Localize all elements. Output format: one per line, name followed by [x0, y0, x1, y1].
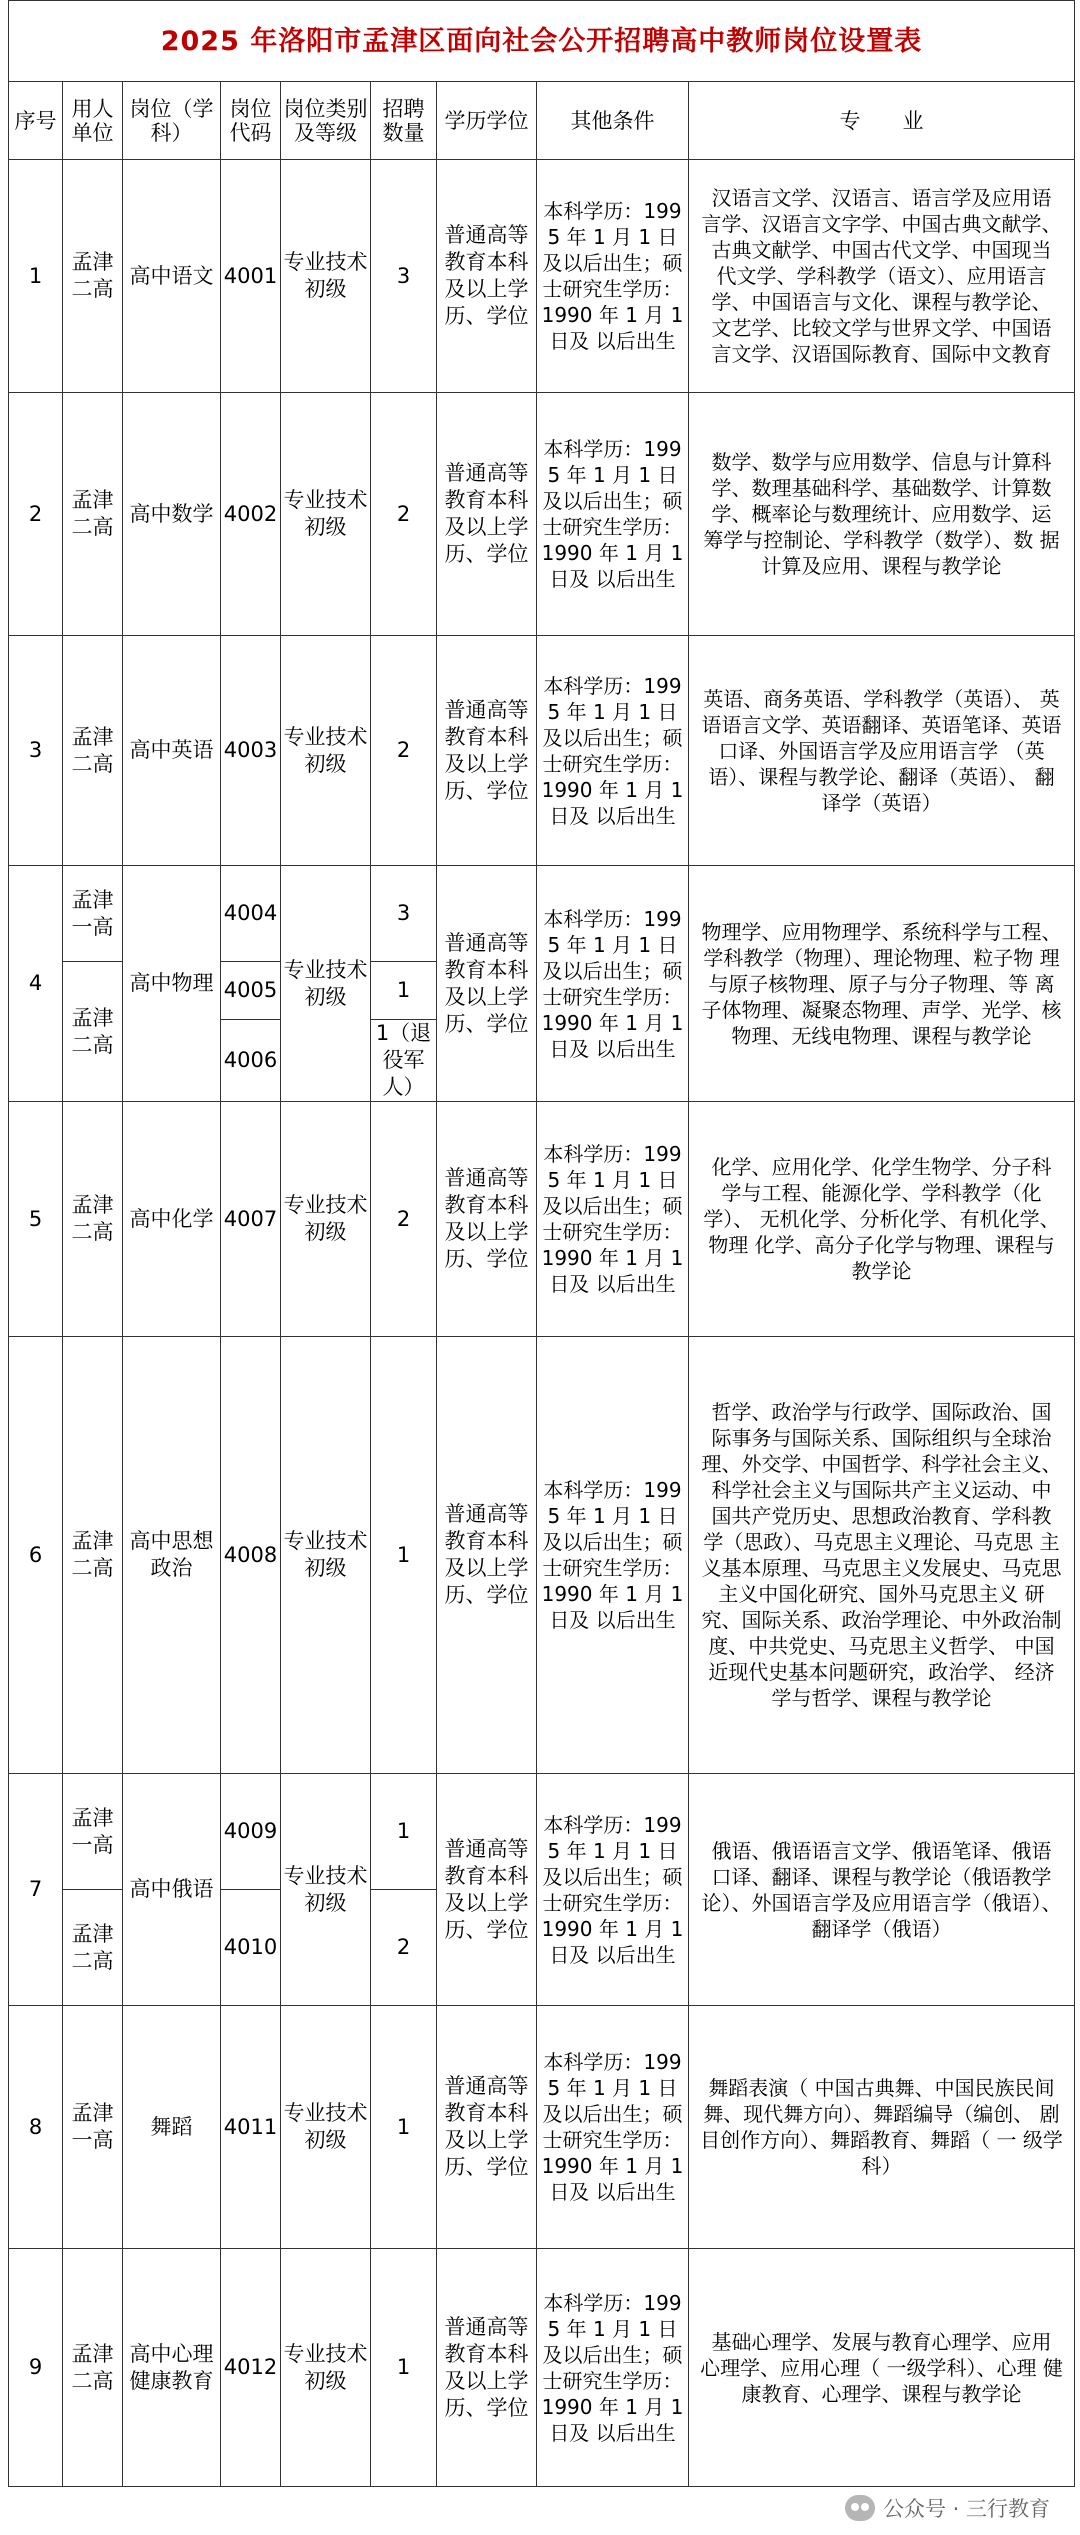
level-cell: 专业技术 初级 [281, 160, 371, 393]
unit-cell: 孟津二高 [63, 1337, 123, 1774]
code-cell: 4003 [221, 636, 281, 866]
code-cell: 4005 [221, 962, 281, 1020]
code-cell: 4008 [221, 1337, 281, 1774]
degree-cell: 普通高等教育本科及以上学 历、学位 [437, 160, 537, 393]
major-cell: 汉语言文学、汉语言、语言学及应用语 言学、汉语言文字学、中国古典文献学、 古典文献学、中国古代文学、中国现当 代文学、学科教学（语文）、应用语言 学、中国语言与文化、课程与教学论、 文艺学、比较文学与世界文学、中国语 言文学、汉语国际教育、国际中文教育 [689, 160, 1075, 393]
level-cell: 专业技术 初级 [281, 2249, 371, 2487]
major-cell: 数学、数学与应用数学、信息与计算科 学、数理基础科学、基础数学、计算数 学、概率论与数理统计、应用数学、运 筹学与控制论、学科教学（数学）、数 据计算及应用、课程与教学论 [689, 393, 1075, 636]
degree-cell: 普通高等教育本科及以上学 历、学位 [437, 1337, 537, 1774]
table-row [9, 393, 1075, 636]
code-cell: 4002 [221, 393, 281, 636]
unit-cell: 孟津二高 [63, 2249, 123, 2487]
seq-cell: 2 [9, 393, 63, 636]
count-cell: 1 [371, 962, 437, 1020]
table-row [9, 2006, 1075, 2249]
level-cell: 专业技术 初级 [281, 866, 371, 1102]
subject-cell: 高中思想政治 [123, 1337, 221, 1774]
requirement-cell: 本科学历：1995 年 1 月 1 日及以后出生；硕士研究生学历：1990 年 1 月 1 日及 以后出生 [537, 2249, 689, 2487]
header-other: 其他条件 [537, 82, 689, 160]
unit-cell: 孟津一高 [63, 866, 123, 962]
requirement-cell: 本科学历：1995 年 1 月 1 日及以后出生；硕士研究生学历：1990 年 1 月 1 日及 以后出生 [537, 160, 689, 393]
seq-cell: 8 [9, 2006, 63, 2249]
count-cell: 2 [371, 393, 437, 636]
seq-cell: 9 [9, 2249, 63, 2487]
seq-cell: 7 [9, 1774, 63, 2006]
wechat-watermark [845, 2493, 1050, 2523]
subject-cell: 高中数学 [123, 393, 221, 636]
unit-cell: 孟津二高 [63, 636, 123, 866]
major-cell: 哲学、政治学与行政学、国际政治、国 际事务与国际关系、国际组织与全球治 理、外交学、中国哲学、科学社会主义、 科学社会主义与国际共产主义运动、中 国共产党历史、思想政治教育、学科教 学（思政）、马克思主义理论、马克思 主义基本原理、马克思主义发展史、马克思主义中国化研究、国外马克思主义 研究、国际关系、政治学理论、中外政治制度、中共党史、马克思主义哲学、 中国近现代史基本问题研究，政治学、 经济学与哲学、课程与教学论 [689, 1337, 1075, 1774]
level-cell: 专业技术 初级 [281, 1102, 371, 1337]
unit-cell: 孟津一高 [63, 2006, 123, 2249]
degree-cell: 普通高等教育本科及以上学 历、学位 [437, 1774, 537, 2006]
table-row [9, 1337, 1075, 1774]
count-cell: 1 [371, 2006, 437, 2249]
table-row [9, 1774, 1075, 1890]
subject-cell: 高中化学 [123, 1102, 221, 1337]
code-cell: 4004 [221, 866, 281, 962]
seq-cell: 6 [9, 1337, 63, 1774]
header-degree: 学历学位 [437, 82, 537, 160]
major-cell: 舞蹈表演（ 中国古典舞、中国民族民间 舞、现代舞方向）、舞蹈编导（编创、 剧目创作方向）、舞蹈教育、舞蹈（ 一 级学科） [689, 2006, 1075, 2249]
level-cell: 专业技术 初级 [281, 1337, 371, 1774]
seq-cell: 5 [9, 1102, 63, 1337]
code-cell: 4001 [221, 160, 281, 393]
unit-cell: 孟津二高 [63, 1890, 123, 2006]
degree-cell: 普通高等教育本科及以上学 历、学位 [437, 2006, 537, 2249]
unit-cell: 孟津二高 [63, 160, 123, 393]
major-cell: 基础心理学、发展与教育心理学、应用 心理学、应用心理（ 一级学科）、心理 健康教育、心理学、课程与教学论 [689, 2249, 1075, 2487]
header-seq: 序号 [9, 82, 63, 160]
seq-cell: 1 [9, 160, 63, 393]
subject-cell: 高中俄语 [123, 1774, 221, 2006]
degree-cell: 普通高等教育本科及以上学 历、学位 [437, 393, 537, 636]
table-row [9, 2249, 1075, 2487]
degree-cell: 普通高等教育本科及以上学 历、学位 [437, 636, 537, 866]
degree-cell: 普通高等教育本科及以上学 历、学位 [437, 1102, 537, 1337]
major-cell: 化学、应用化学、化学生物学、分子科 学与工程、能源化学、学科教学（化学）、 无机化学、分析化学、有机化学、物理 化学、高分子化学与物理、课程与教学论 [689, 1102, 1075, 1337]
table-row [9, 1102, 1075, 1337]
level-cell: 专业技术 初级 [281, 2006, 371, 2249]
requirement-cell: 本科学历：1995 年 1 月 1 日及以后出生；硕士研究生学历：1990 年 1 月 1 日及 以后出生 [537, 2006, 689, 2249]
recruitment-table [8, 0, 1075, 2487]
unit-cell: 孟津一高 [63, 1774, 123, 1890]
seq-cell: 4 [9, 866, 63, 1102]
count-cell: 2 [371, 1102, 437, 1337]
code-cell: 4012 [221, 2249, 281, 2487]
header-level: 岗位类别及等级 [281, 82, 371, 160]
major-cell: 物理学、应用物理学、系统科学与工程、 学科教学（物理）、理论物理、粒子物 理与原子核物理、原子与分子物理、等 离子体物理、凝聚态物理、声学、光学、核物理、无线电物理、课程与教学论 [689, 866, 1075, 1102]
watermark-text: 公众号 · 三行教育 [882, 2497, 1050, 2521]
subject-cell: 舞蹈 [123, 2006, 221, 2249]
subject-cell: 高中心理健康教育 [123, 2249, 221, 2487]
requirement-cell: 本科学历：1995 年 1 月 1 日及以后出生；硕士研究生学历：1990 年 1 月 1 日及 以后出生 [537, 866, 689, 1102]
table-row [9, 636, 1075, 866]
level-cell: 专业技术 初级 [281, 393, 371, 636]
code-cell: 4006 [221, 1020, 281, 1102]
recruitment-table-sheet [8, 0, 1074, 2487]
subject-cell: 高中物理 [123, 866, 221, 1102]
header-code: 岗位代码 [221, 82, 281, 160]
degree-cell: 普通高等教育本科及以上学 历、学位 [437, 2249, 537, 2487]
count-cell: 1 [371, 1774, 437, 1890]
code-cell: 4010 [221, 1890, 281, 2006]
requirement-cell: 本科学历：1995 年 1 月 1 日及以后出生；硕士研究生学历：1990 年 1 月 1 日及 以后出生 [537, 1337, 689, 1774]
table-row [9, 866, 1075, 962]
level-cell: 专业技术 初级 [281, 636, 371, 866]
requirement-cell: 本科学历：1995 年 1 月 1 日及以后出生；硕士研究生学历：1990 年 1 月 1 日及 以后出生 [537, 1102, 689, 1337]
wechat-icon [845, 2495, 875, 2521]
unit-cell: 孟津二高 [63, 962, 123, 1102]
table-row [9, 160, 1075, 393]
header-count: 招聘数量 [371, 82, 437, 160]
title-row [9, 1, 1075, 82]
degree-cell: 普通高等教育本科及以上学 历、学位 [437, 866, 537, 1102]
header-row [9, 82, 1075, 160]
unit-cell: 孟津二高 [63, 393, 123, 636]
count-cell: 2 [371, 636, 437, 866]
code-cell: 4009 [221, 1774, 281, 1890]
seq-cell: 3 [9, 636, 63, 866]
requirement-cell: 本科学历：1995 年 1 月 1 日及以后出生；硕士研究生学历：1990 年 1 月 1 日及 以后出生 [537, 393, 689, 636]
code-cell: 4007 [221, 1102, 281, 1337]
major-cell: 俄语、俄语语言文学、俄语笔译、俄语 口译、翻译、课程与教学论（俄语教学 论）、外国语言学及应用语言学（俄语）、 翻译学（俄语） [689, 1774, 1075, 2006]
count-cell: 1 [371, 1337, 437, 1774]
count-cell: 1 [371, 2249, 437, 2487]
major-cell: 英语、商务英语、学科教学（英语）、 英语语言文学、英语翻译、英语笔译、英语口译、外国语言学及应用语言学 （英语）、课程与教学论、翻译（英语）、 翻译学（英语） [689, 636, 1075, 866]
header-subject: 岗位（学科） [123, 82, 221, 160]
header-unit: 用人单位 [63, 82, 123, 160]
requirement-cell: 本科学历：1995 年 1 月 1 日及以后出生；硕士研究生学历：1990 年 1 月 1 日及 以后出生 [537, 1774, 689, 2006]
subject-cell: 高中英语 [123, 636, 221, 866]
count-cell: 3 [371, 160, 437, 393]
subject-cell: 高中语文 [123, 160, 221, 393]
code-cell: 4011 [221, 2006, 281, 2249]
count-cell: 3 [371, 866, 437, 962]
table-title: 2025 年洛阳市孟津区面向社会公开招聘高中教师岗位设置表 [9, 1, 1075, 82]
count-cell: 1（退役军人） [371, 1020, 437, 1102]
level-cell: 专业技术 初级 [281, 1774, 371, 2006]
requirement-cell: 本科学历：1995 年 1 月 1 日及以后出生；硕士研究生学历：1990 年 1 月 1 日及 以后出生 [537, 636, 689, 866]
header-major: 专 业 [689, 82, 1075, 160]
unit-cell: 孟津二高 [63, 1102, 123, 1337]
count-cell: 2 [371, 1890, 437, 2006]
